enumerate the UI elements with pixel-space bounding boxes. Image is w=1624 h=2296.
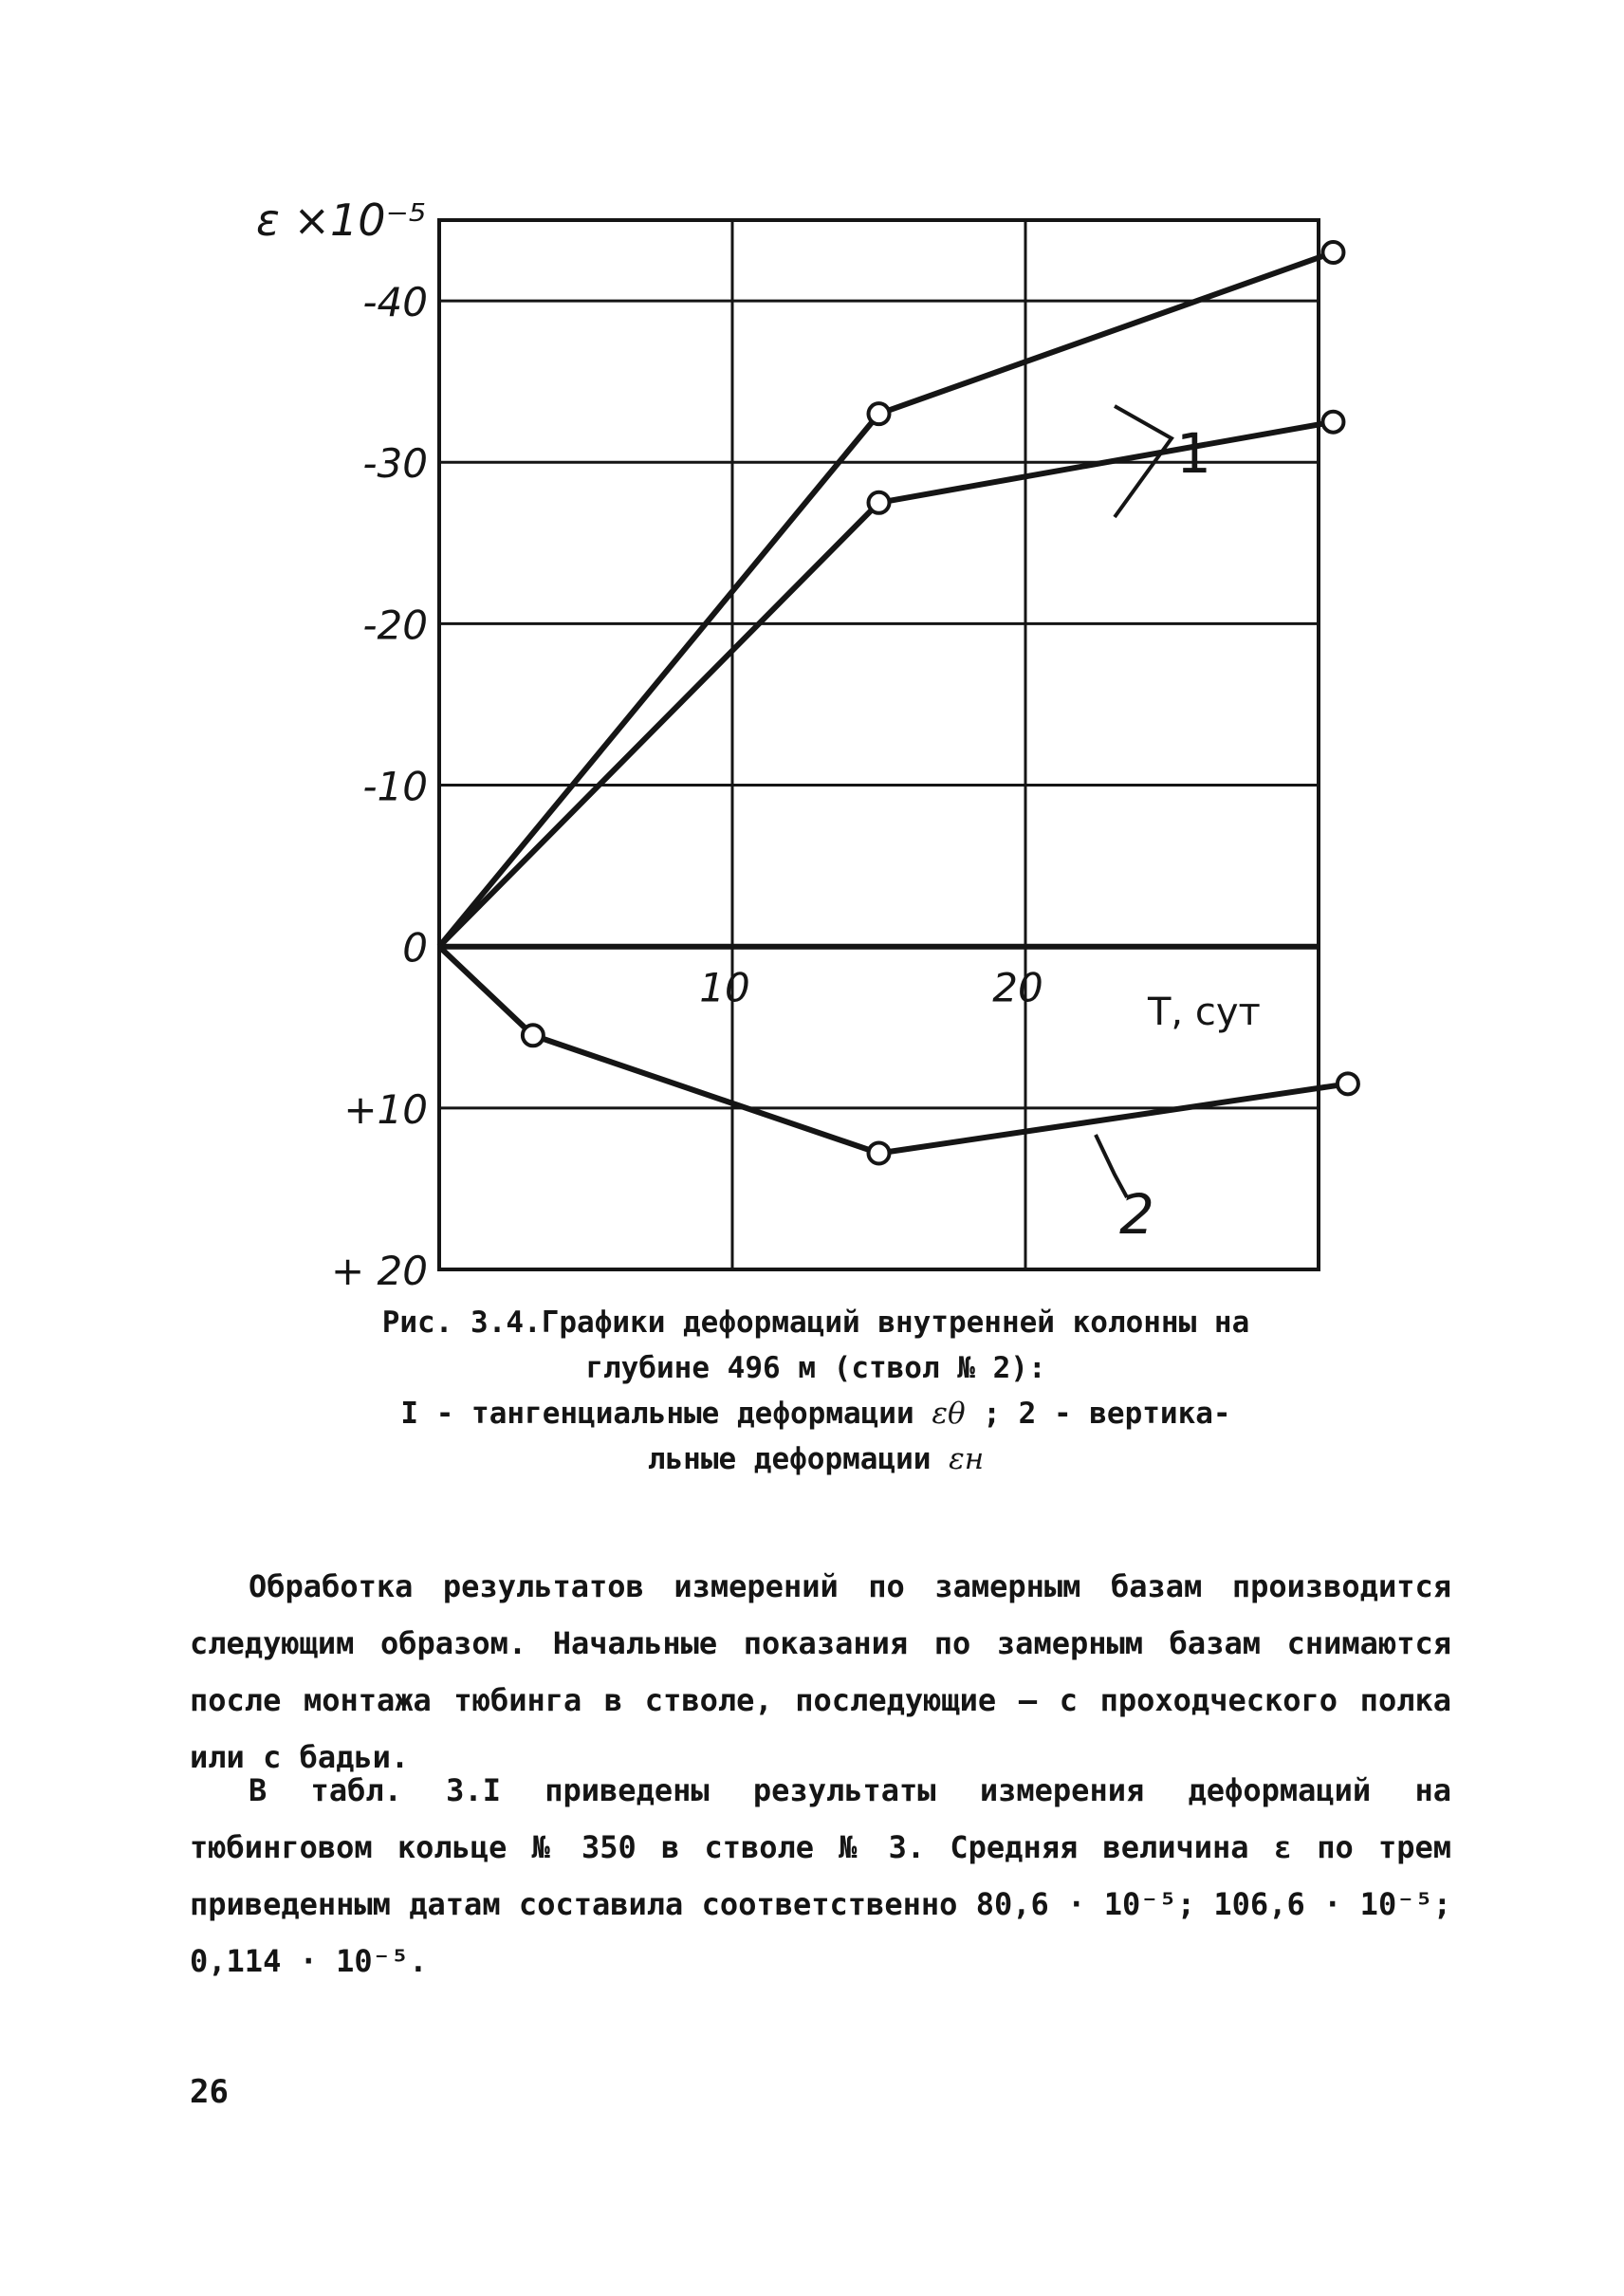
- series-line-1a: [439, 252, 1333, 947]
- caption-line-3-b: ; 2 - вертика-: [965, 1397, 1231, 1431]
- y-tick-label: -10: [362, 763, 428, 810]
- data-point-marker: [1322, 242, 1343, 263]
- x-axis-label: T, сут: [1148, 991, 1261, 1034]
- y-tick-label: -30: [362, 440, 428, 488]
- caption-line-1: Рис. 3.4.Графики деформаций внутренней колонны на: [381, 1305, 1250, 1340]
- page-number: 26: [190, 2073, 229, 2111]
- data-point-marker: [1322, 412, 1343, 433]
- data-point-marker: [869, 403, 890, 424]
- caption-line-3-a: I - тангенциальные деформации: [400, 1397, 932, 1431]
- series-line-2: [439, 947, 1348, 1154]
- data-point-marker: [523, 1025, 544, 1046]
- y-tick-label: +10: [343, 1085, 428, 1133]
- data-point-marker: [869, 1142, 890, 1163]
- caption-line-4-a: льные деформации: [647, 1442, 950, 1476]
- y-tick-label: + 20: [331, 1248, 428, 1294]
- y-axis-label: ε ×10⁻⁵: [256, 194, 427, 246]
- y-tick-label: -40: [362, 279, 428, 326]
- x-tick-label: 20: [992, 964, 1043, 1011]
- data-point-marker: [869, 492, 890, 513]
- epsilon-theta-symbol: εθ: [932, 1397, 966, 1431]
- data-point-marker: [1338, 1073, 1358, 1094]
- y-tick-label: 0: [402, 924, 428, 972]
- caption-line-4: [285, 1436, 1347, 1482]
- epsilon-n-symbol: εн: [949, 1442, 985, 1476]
- series-1-label: 1: [1176, 421, 1211, 486]
- series-2-label: 2: [1119, 1182, 1154, 1247]
- caption-line-3: [285, 1391, 1347, 1436]
- plot-frame: [439, 220, 1319, 1269]
- paragraph-processing: Обработка результатов измерений по замерным базам производится следующим образом. Начальные показания по замерным базам снимаются после монтажа тюбинга в стволе, последующие – с проходческого полка или с бадьи.: [190, 1568, 1451, 1775]
- y-tick-label: -20: [362, 602, 428, 649]
- caption-line-2: глубине 496 м (ствол № 2):: [585, 1351, 1046, 1385]
- paragraph-table-results: В табл. 3.I приведены результаты измерения деформаций на тюбинговом кольце № 350 в стволе № 3. Средняя величина ε по трем приведенным датам составила соответственно 80,6 · 10⁻⁵; 106,6 · 10⁻⁵; 0,114 · 10⁻⁵.: [190, 1772, 1451, 1979]
- x-tick-label: 10: [699, 964, 750, 1011]
- chart-grid: [439, 220, 1319, 1269]
- figure-caption: [285, 1300, 1347, 1482]
